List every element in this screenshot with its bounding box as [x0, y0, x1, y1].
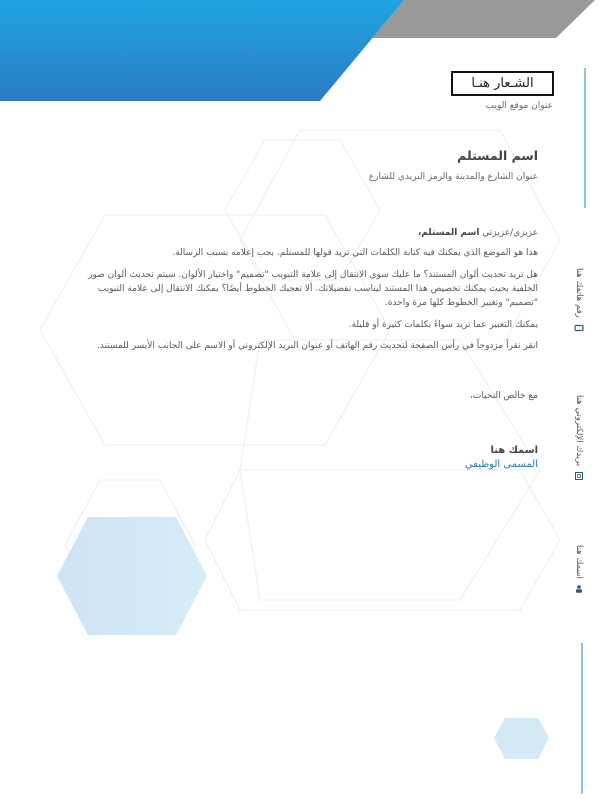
- body-paragraph: انقر نقراً مزدوجاً في رأس الصفحة لتحديث رقم الهاتف أو عنوان البريد الإلكتروني أو الاسم على الجانب الأيسر للمستند.: [96, 341, 538, 351]
- recipient-name: اسم المستلم: [457, 148, 538, 163]
- sender-name: اسمك هنا: [490, 445, 538, 456]
- phone-label: رقم هاتفك هنا: [574, 268, 584, 318]
- header-grey-band: [372, 0, 595, 38]
- accent-line-top: [584, 68, 586, 208]
- website-address: عنوان موقع الويب: [485, 101, 553, 111]
- person-icon: [574, 585, 584, 593]
- closing: مع خالص التحيات،: [469, 391, 538, 401]
- body-paragraph: هل تريد تحديث ألوان المستند؟ ما عليك سوى الانتقال إلى علامة التبويب "تصميم" واختيار الألوان. سيتم تحديث ألوان صور الخلفية بحيث يمكنك تخصيص هذا المستند ليناسب تفضيلاتك. ألا تعجبك الخطوط أيضًا؟ يمكنك الانتقال إلى علامة التبويب "تصميم" وتغيير الخطوط كلها مرة واحدة.: [88, 270, 538, 308]
- name-label: اسمك هنا: [574, 545, 584, 579]
- email-icon: [574, 472, 584, 480]
- body-paragraph: هذا هو الموضع الذي يمكنك فيه كتابة الكلمات التي تريد قولها للمستلم. يجب إعلامه بسبب الرسالة.: [172, 248, 538, 258]
- header-blue-band: [0, 0, 404, 101]
- sidebar-item-name[interactable]: [569, 545, 589, 593]
- sidebar-item-phone[interactable]: [569, 268, 589, 332]
- logo-text: الشـعار هنـا: [471, 76, 534, 91]
- sender-title: المسمى الوظيفي: [464, 459, 538, 470]
- body-paragraph: يمكنك التعبير عما تريد سواءً بكلمات كثيرة أو قليلة.: [348, 320, 538, 330]
- greeting-name: اسم المستلم،: [417, 228, 480, 238]
- logo-placeholder[interactable]: [451, 71, 554, 96]
- email-label: بريدك الإلكتروني هنا: [574, 395, 584, 467]
- accent-line-bottom: [581, 643, 583, 794]
- recipient-address: عنوان الشارع والمدينة والرمز البريدي للشارع: [368, 172, 538, 182]
- sidebar-item-email[interactable]: [569, 395, 589, 480]
- decorative-hexagon-small: [494, 718, 549, 759]
- decorative-hexagon-large: [57, 517, 207, 635]
- phone-icon: [574, 324, 584, 332]
- greeting: [78, 226, 538, 240]
- greeting-prefix: عزيزي/عزيزتي: [479, 228, 538, 238]
